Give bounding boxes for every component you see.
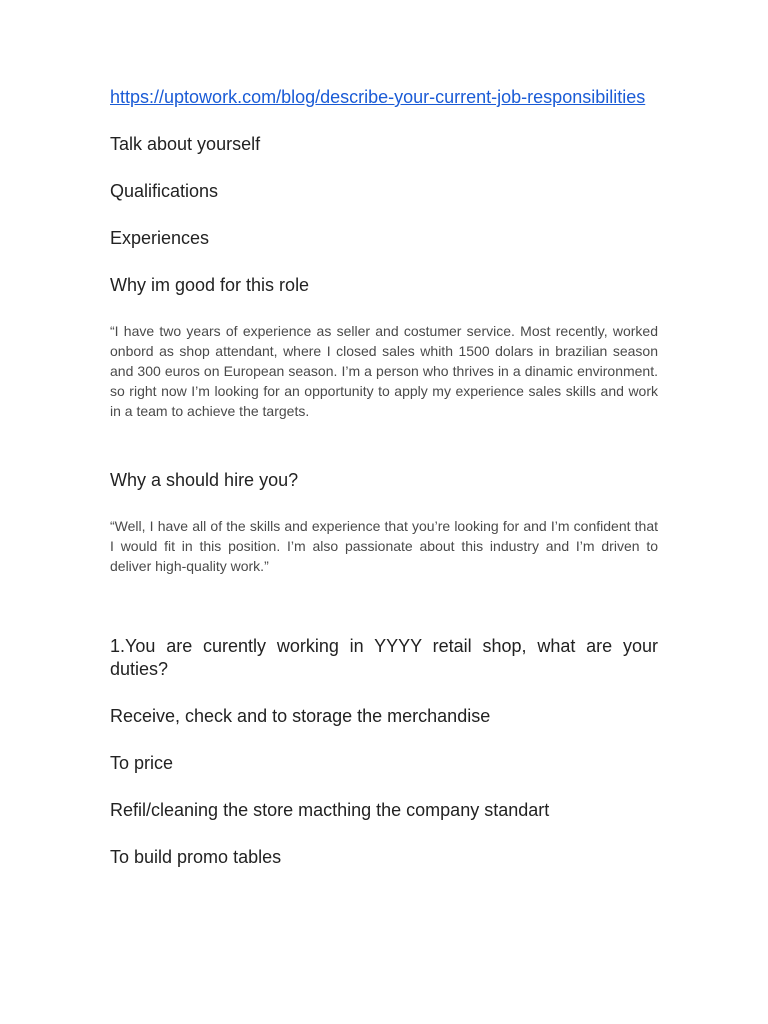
quote-paragraph-second: “Well, I have all of the skills and experience that you’re looking for and I’m confident that I would fit in this position. I’m also passionate about this industry and I’m driven to deliver high-quality work.” bbox=[110, 518, 658, 574]
reference-link[interactable]: https://uptowork.com/blog/describe-your-current-job-responsibilities bbox=[110, 87, 646, 107]
question-paragraph: 1.You are curently working in YYYY retail shop, what are your duties? bbox=[110, 636, 658, 679]
heading-qualifications: Qualifications bbox=[110, 181, 219, 201]
document-content bbox=[110, 86, 658, 893]
duty-item: To build promo tables bbox=[110, 847, 282, 867]
quote-paragraph-first: “I have two years of experience as seller and costumer service. Most recently, worked onbord as shop attendant, where I closed sales whith 1500 dolars in brazilian season and 300 euros on European season. I’m a person who thrives in a dinamic environment. so right now I’m looking for an opportunity to apply my experience sales skills and work in a team to achieve the targets. bbox=[110, 323, 658, 419]
duty-item: Receive, check and to storage the merchandise bbox=[110, 706, 491, 726]
heading-experiences: Experiences bbox=[110, 228, 210, 248]
heading-why-hire: Why a should hire you? bbox=[110, 470, 299, 490]
duty-item: Refil/cleaning the store macthing the company standart bbox=[110, 800, 550, 820]
heading-talk-about-yourself: Talk about yourself bbox=[110, 134, 261, 154]
heading-why-good: Why im good for this role bbox=[110, 275, 310, 295]
duty-item: To price bbox=[110, 753, 174, 773]
